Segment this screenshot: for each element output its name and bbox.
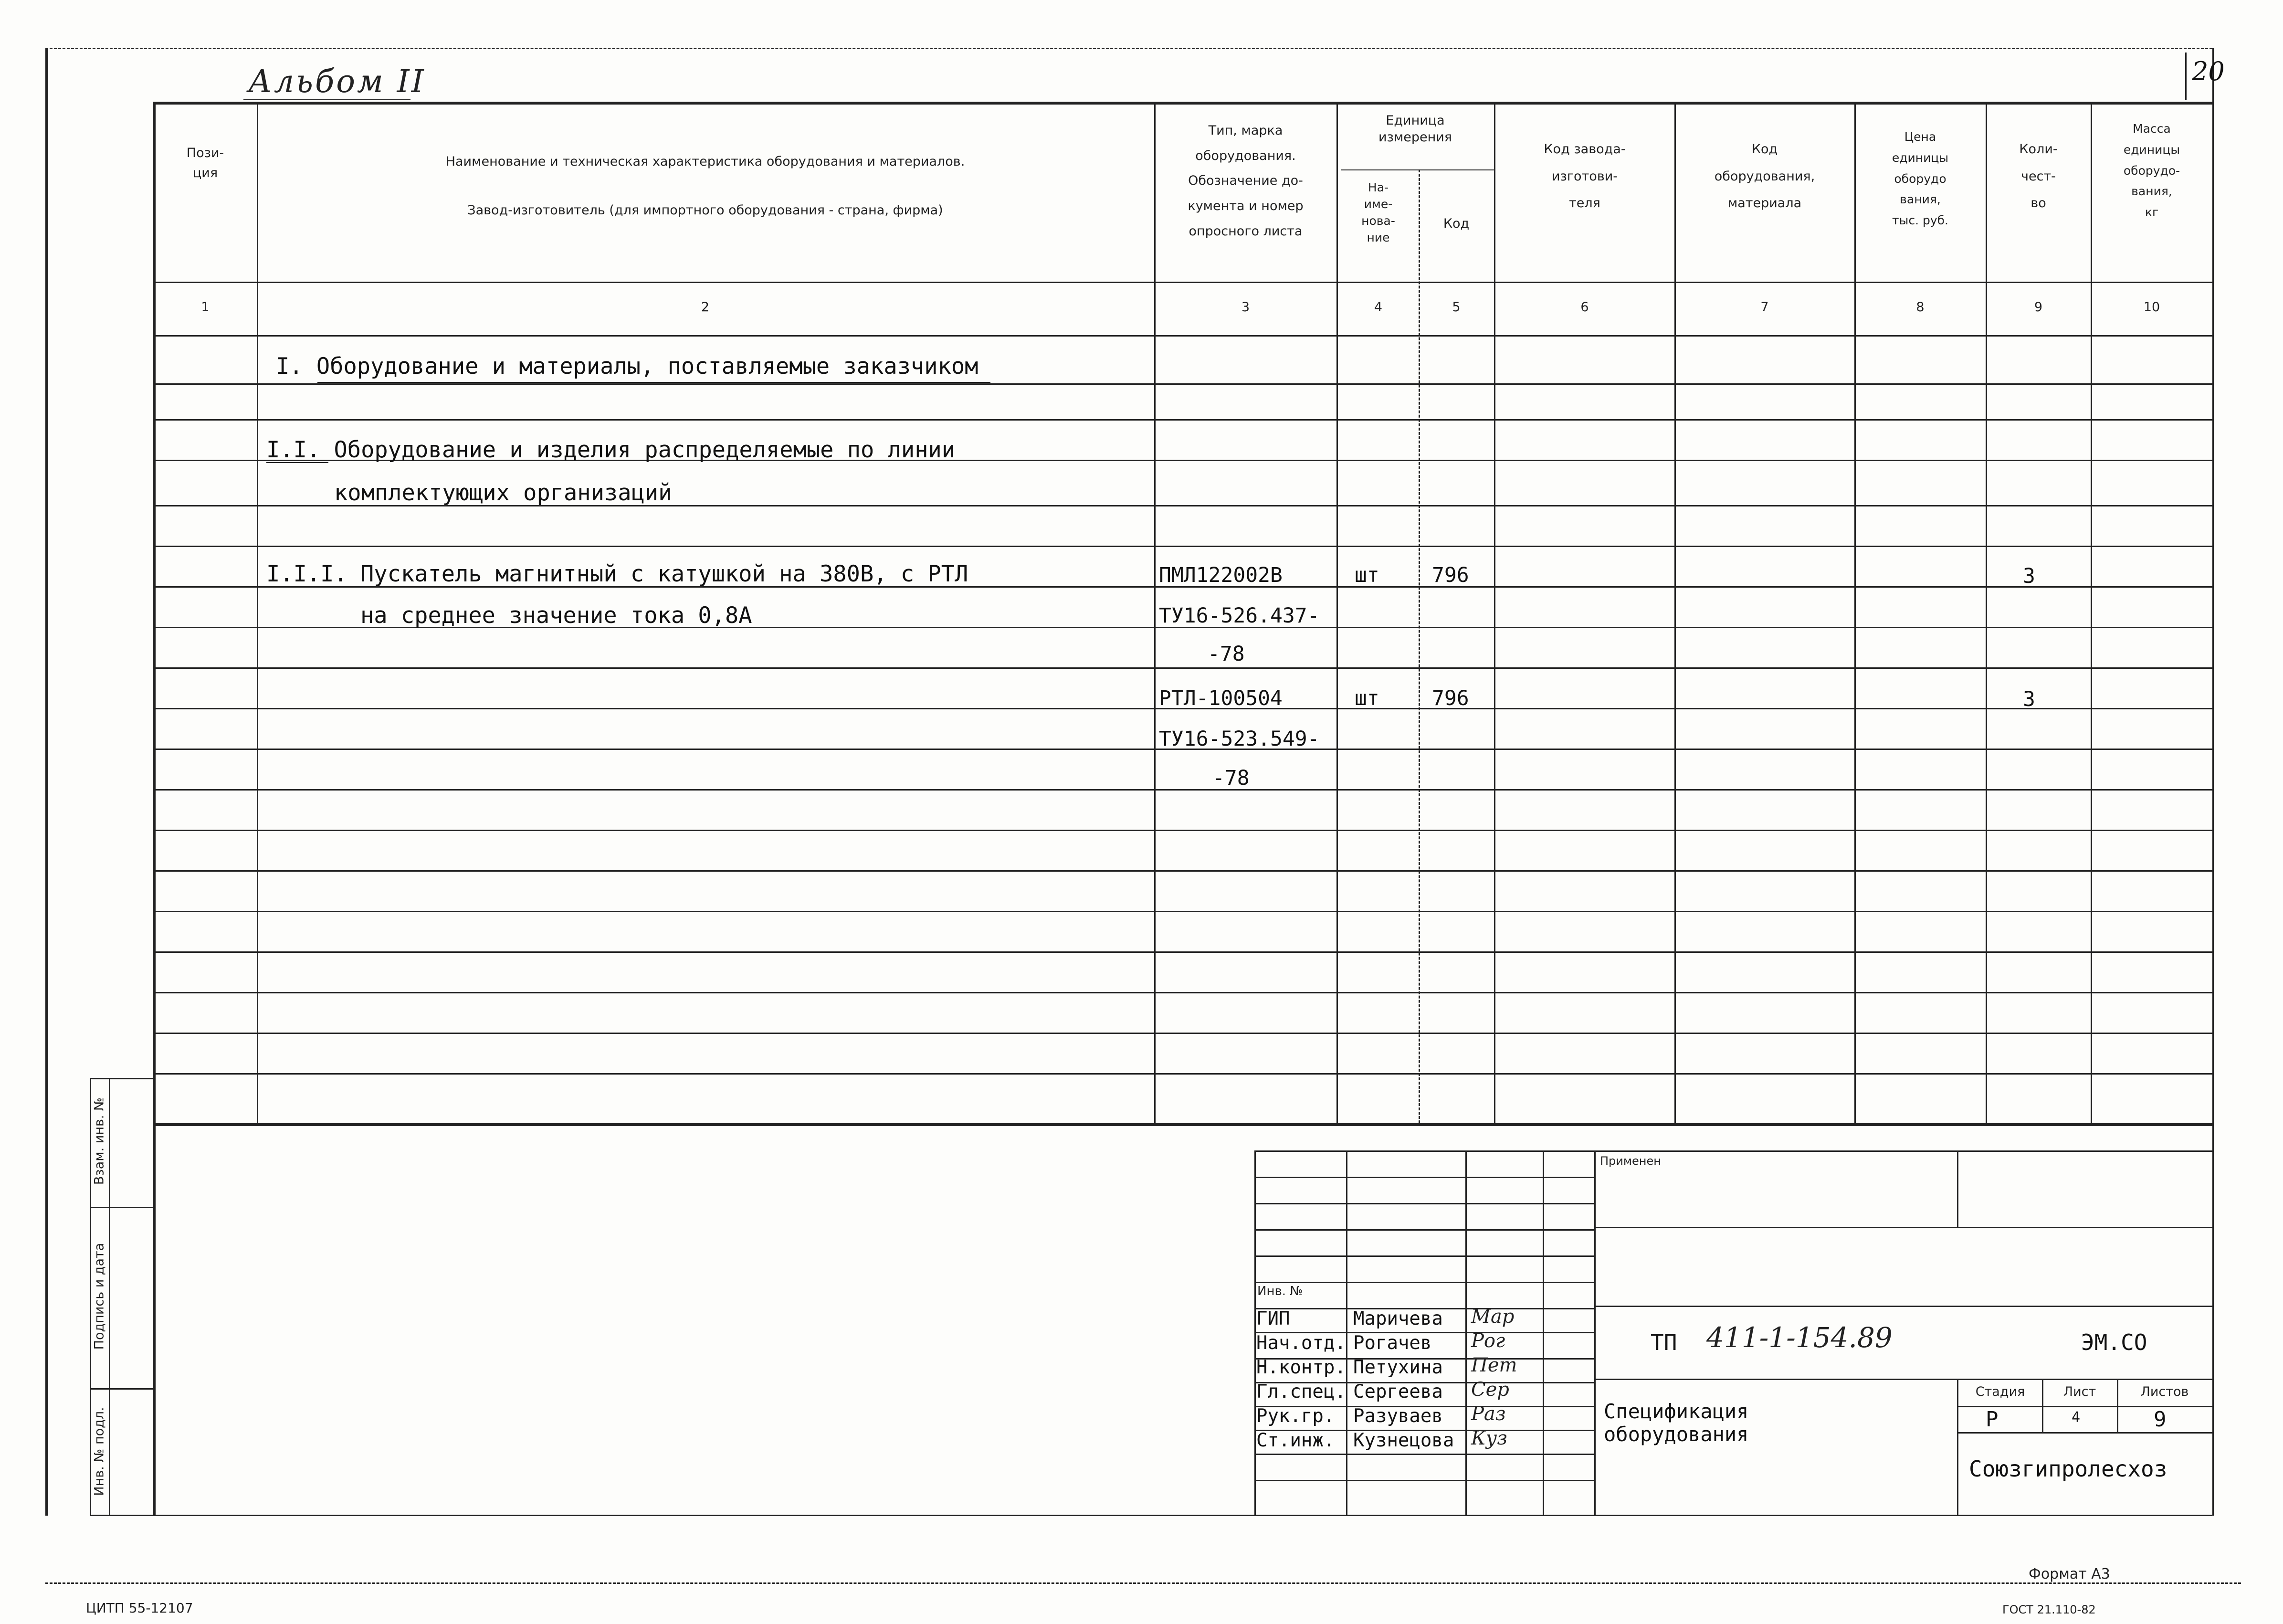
header-quantity: Коли- чест- во xyxy=(2019,142,2058,211)
staff-role: ГИП xyxy=(1256,1308,1290,1329)
column-number: 7 xyxy=(1760,300,1769,315)
inv-label: Инв. № xyxy=(1257,1284,1303,1298)
side-stamp-podpis: Подпись и дата xyxy=(92,1243,107,1350)
archive-cipher: ЦИТП 55-12107 xyxy=(86,1600,193,1616)
doc-number: 411-1-154.89 xyxy=(1706,1321,1893,1354)
staff-signature: Пет xyxy=(1471,1354,1517,1376)
item1-type: ПМЛ122002В xyxy=(1159,563,1283,587)
staff-name: Разуваев xyxy=(1353,1405,1443,1427)
item1-doc-line2: -78 xyxy=(1208,642,1245,666)
header-mass: Масса единицы оборудо- вания, кг xyxy=(2123,122,2180,219)
column-number: 2 xyxy=(701,300,710,315)
header-name-line1: Наименование и техническая характеристика оборудования и материалов. xyxy=(445,154,965,169)
item2-quantity: 3 xyxy=(2023,687,2035,711)
column-number: 1 xyxy=(201,300,210,315)
item1-unit: шт xyxy=(1355,563,1379,587)
doc-suffix: ЭМ.СО xyxy=(2081,1329,2147,1355)
staff-signature: Куз xyxy=(1471,1427,1507,1449)
column-number: 3 xyxy=(1241,300,1250,315)
header-factory-code: Код завода- изготови- теля xyxy=(1544,142,1626,211)
column-number: 10 xyxy=(2143,300,2160,315)
sheets-value: 9 xyxy=(2154,1407,2167,1432)
column-number: 8 xyxy=(1916,300,1925,315)
sheets-label: Листов xyxy=(2140,1384,2189,1399)
column-number: 6 xyxy=(1580,300,1589,315)
header-name-line2: Завод-изготовитель (для импортного оборудования - страна, фирма) xyxy=(467,203,943,218)
item1-quantity: 3 xyxy=(2023,564,2035,588)
sheet-label: Лист xyxy=(2063,1384,2096,1399)
staff-role: Гл.спец. xyxy=(1256,1381,1346,1403)
staff-role: Ст.инж. xyxy=(1256,1430,1335,1451)
format-label: Формат А3 xyxy=(2029,1566,2110,1582)
header-unit: Единица измерения xyxy=(1378,113,1452,145)
staff-role: Н.контр. xyxy=(1256,1357,1346,1378)
item-position: I.I.I. xyxy=(266,561,347,587)
staff-signature: Раз xyxy=(1471,1403,1506,1425)
item2-doc-line2: -78 xyxy=(1212,766,1250,790)
staff-role: Нач.отд. xyxy=(1256,1332,1346,1354)
staff-name: Маричева xyxy=(1353,1308,1443,1329)
item-name-line1: Пускатель магнитный с катушкой на 380В, с РТЛ xyxy=(360,561,968,587)
column-number: 9 xyxy=(2034,300,2043,315)
doc-title-line1: Спецификация xyxy=(1604,1400,1749,1423)
header-type-doc: Тип, марка оборудования. Обозначение до- кумента и номер опросного листа xyxy=(1188,123,1304,239)
header-price: Цена единицы оборудо вания, тыс. руб. xyxy=(1892,130,1949,227)
staff-name: Сергеева xyxy=(1353,1381,1443,1403)
staff-name: Рогачев xyxy=(1353,1332,1432,1354)
header-equipment-code: Код оборудования, материала xyxy=(1714,142,1815,211)
side-stamp-inv: Инв. № подл. xyxy=(92,1407,107,1496)
item1-doc-line1: ТУ16-526.437- xyxy=(1159,604,1320,628)
section-heading-1-1-line1: I.I. Оборудование и изделия распределяемые по линии xyxy=(266,437,956,463)
header-unit-code: Код xyxy=(1443,216,1470,231)
item2-type: РТЛ-100504 xyxy=(1159,686,1283,710)
column-number: 4 xyxy=(1374,300,1383,315)
album-label: Альбом II xyxy=(248,63,426,100)
applied-label: Применен xyxy=(1600,1154,1661,1168)
staff-name: Кузнецова xyxy=(1353,1430,1454,1451)
item2-unit: шт xyxy=(1355,686,1379,710)
item1-unit-code: 796 xyxy=(1432,563,1469,587)
staff-signature: Мар xyxy=(1471,1306,1515,1328)
gost-reference: ГОСТ 21.110-82 xyxy=(2002,1603,2096,1616)
doc-title-line2: оборудования xyxy=(1604,1423,1749,1446)
staff-role: Рук.гр. xyxy=(1256,1405,1335,1427)
item2-unit-code: 796 xyxy=(1432,686,1469,710)
stage-value: Р xyxy=(1986,1407,1999,1432)
item-name-line2: на среднее значение тока 0,8А xyxy=(360,602,752,629)
stage-label: Стадия xyxy=(1975,1384,2025,1399)
header-unit-name: На- име- нова- ние xyxy=(1361,180,1395,244)
page-number: 20 xyxy=(2192,56,2225,86)
header-position: Пози- ция xyxy=(186,146,224,180)
side-stamp-vzam: Взам. инв. № xyxy=(92,1097,107,1185)
staff-signature: Рог xyxy=(1471,1330,1505,1352)
section-heading-1-1-line2: комплектующих организаций xyxy=(334,480,672,506)
section-heading-1: I. Оборудование и материалы, поставляемые заказчиком xyxy=(276,353,978,380)
item2-doc-line1: ТУ16-523.549- xyxy=(1159,727,1320,751)
staff-name: Петухина xyxy=(1353,1357,1443,1378)
organization: Союзгипролесхоз xyxy=(1969,1456,2167,1482)
column-number: 5 xyxy=(1452,300,1461,315)
doc-prefix: ТП xyxy=(1651,1329,1677,1355)
staff-signature: Сер xyxy=(1471,1379,1509,1401)
sheet-value: 4 xyxy=(2072,1409,2081,1426)
